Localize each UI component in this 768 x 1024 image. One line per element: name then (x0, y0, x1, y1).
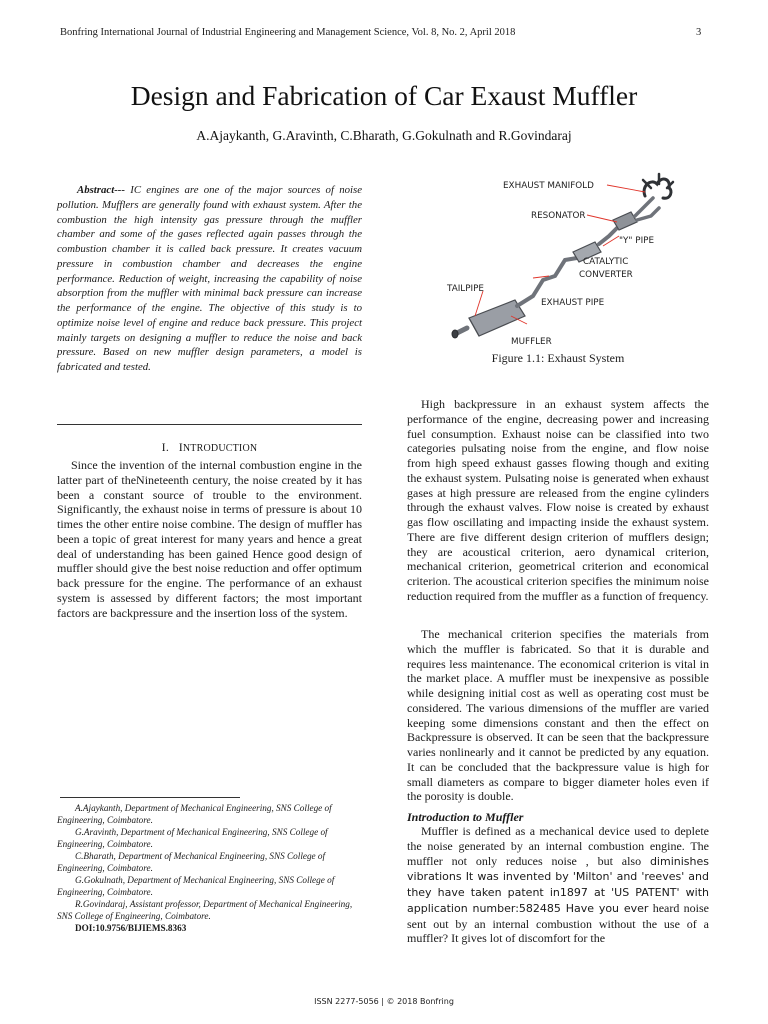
abstract-label: Abstract--- (77, 184, 125, 196)
section-title-rest: NTRODUCTION (182, 443, 258, 454)
author-list: A.Ajaykanth, G.Aravinth, C.Bharath, G.Gokulnath and R.Govindaraj (196, 128, 572, 143)
label-exhaust-manifold: EXHAUST MANIFOLD (503, 181, 594, 191)
body-paragraph: The mechanical criterion specifies the materials from which the muffler is fabricated. So that it is durable and requires less maintenance. The economical criterion is vital in the market place. A muffler must be inexpensive as possible while designing initial cost as well as operating cost must be considered. The various dimensions of the muffler are varied keeping some dimensions constant and then the effect on Backpressure is observed. It can be seen that the backpressure varies nonlinearly and it cannot be predicted by any equation. It can be concluded that the backpressure value is high for small diameters as compare to bigger diameter holes even if the porosity is double. (407, 627, 709, 804)
abstract (57, 183, 362, 375)
footnote: C.Bharath, Department of Mechanical Engineering, SNS College of Engineering, Coimbatore. (57, 851, 326, 873)
section-numeral: I. (161, 440, 170, 454)
section-divider (57, 424, 362, 425)
section-initial: I (178, 440, 183, 454)
muffler-text-3: heard noise sent out by an internal combustion without the use of a muffler? It gives lot of discomfort for the (407, 900, 709, 946)
label-converter: CONVERTER (579, 270, 633, 280)
footnotes (57, 802, 362, 934)
exhaust-system-figure (445, 168, 675, 350)
muffler-text-2: diminishes vibrations It was invented by 'Milton' and 'reeves' and they have taken patent in1897 at 'US PATENT' with application number:582485 Have you ever (407, 854, 709, 915)
page-number: 3 (696, 27, 702, 38)
subsection-heading: Introduction to Muffler (407, 810, 524, 824)
label-y-pipe: "Y" PIPE (619, 236, 655, 246)
muffler-paragraph (407, 824, 709, 946)
footnote: G.Aravinth, Department of Mechanical Engineering, SNS College of Engineering, Coimbatore. (57, 827, 328, 849)
footnote: A.Ajaykanth, Department of Mechanical Engineering, SNS College of Engineering, Coimbatore. (57, 803, 332, 825)
muffler-text-1: Muffler is defined as a mechanical device used to deplete the noise generated by an internal combustion engine. The muffler not only reduces noise , but also (407, 824, 709, 868)
label-tailpipe: TAILPIPE (447, 284, 484, 294)
footnote: G.Gokulnath, Department of Mechanical Engineering, SNS College of Engineering, Coimbatore. (57, 875, 335, 897)
section-heading (57, 440, 362, 455)
doi: DOI:10.9756/BIJIEMS.8363 (75, 923, 187, 933)
label-resonator: RESONATOR (531, 211, 586, 221)
body-paragraph: High backpressure in an exhaust system affects the performance of the engine, decreasing power and increasing fuel consumption. Exhaust noise can be classified into two categories pulsating noise from the engine, and flow noise from high speed exhaust gasses flowing though and exiting the exhaust system. Pulsating noise is generated when exhaust gases at high pressure are released from the engine cylinders through the exhaust valves. Flow noise is created by exhaust gas flow oscillating and impacting inside the exhaust system. There are five different design criterion of mufflers design; they are acoustical criterion, aero dynamical criterion, mechanical criterion, geometrical criterion and economical criterion. The acoustical criterion specifies the minimum noise reduction required from the muffler as a function of frequency. (407, 397, 709, 603)
label-muffler: MUFFLER (511, 337, 552, 347)
abstract-text: IC engines are one of the major sources of noise pollution. Mufflers are generally found with exhaust system. After the combustion the high intensity gas pressure through the muffler chamber and some of the gases reflected again passes through the combustion chamber it is called back pressure. It creates vacuum pressure in combustion chamber and decreases the engine performance. Reduction of weight, increasing the capability of noise absorption from the muffler with minimal back pressure can increase the performance of the engine. The objective of this study is to optimize noise level of engine and reduce back pressure. This project mainly targets on designing a muffler to reduce the noise and back pressure. Based on new muffler design parameters, a model is fabricated and tested. (57, 184, 362, 373)
footnote-divider (60, 797, 240, 798)
footnote: R.Govindaraj, Assistant professor, Department of Mechanical Engineering, SNS College of Engineering, Coimbatore. (57, 899, 353, 921)
figure-caption: Figure 1.1: Exhaust System (491, 351, 625, 365)
page-footer: ISSN 2277-5056 | © 2018 Bonfring (314, 997, 454, 1006)
label-catalytic: CATALYTIC (583, 257, 629, 267)
exhaust-system-drawing (452, 174, 673, 338)
label-exhaust-pipe: EXHAUST PIPE (541, 298, 605, 308)
journal-header: Bonfring International Journal of Industrial Engineering and Management Science, Vol. 8, No. 2, April 2018 (60, 27, 516, 38)
paper-title: Design and Fabrication of Car Exaust Muffler (130, 80, 638, 111)
intro-paragraph: Since the invention of the internal combustion engine in the latter part of theNineteenth century, the noise created by it has been a constant source of trouble to the environment. Significantly, the exhaust noise in terms of pressure is about 10 times the other entire noise combine. The design of muffler has been a topic of great interest for many years and hence a great deal of understanding has been gained Hence good design of muffler should give the best noise reduction and offer optimum back pressure for the engine. The performance of an exhaust system is assessed by different factors; the most important factors are backpressure and the insertion loss of the system. (57, 458, 362, 620)
